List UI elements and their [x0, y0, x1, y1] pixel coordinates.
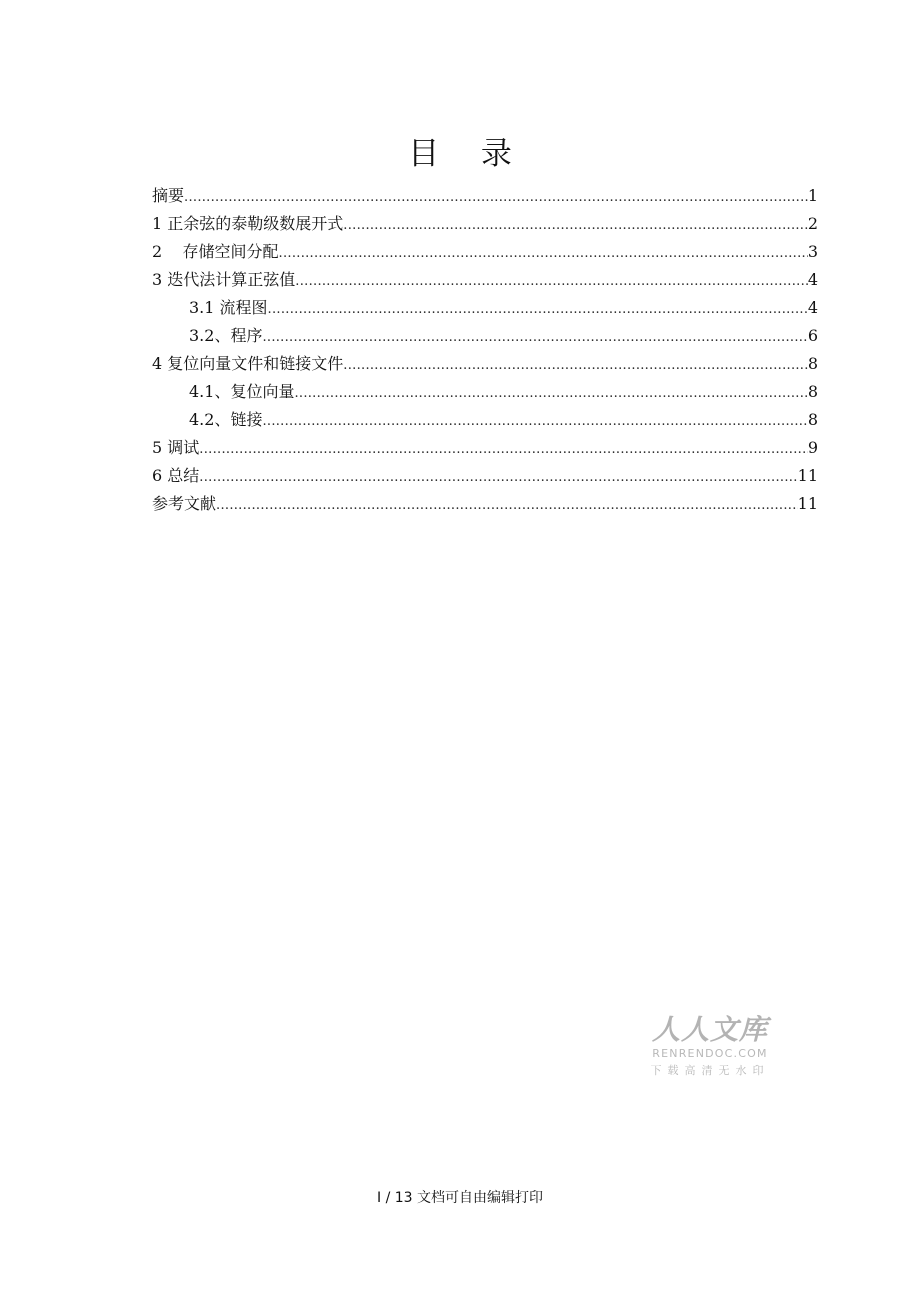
toc-entry-page: 2: [807, 214, 818, 233]
toc-entry-page: 8: [807, 354, 818, 373]
toc-leader-dots: [279, 238, 808, 268]
page-title: 目 录: [408, 136, 528, 172]
toc-entry-label: 3.1 流程图: [189, 298, 268, 317]
toc-leader-dots: [184, 182, 808, 212]
toc-entry[interactable]: [152, 294, 818, 322]
toc-entry-label: 参考文献: [152, 494, 217, 513]
watermark-tagline: 下载高清无水印: [650, 1064, 770, 1077]
toc-entry-page: 1: [807, 186, 818, 205]
toc-leader-dots: [268, 294, 808, 324]
toc-entry[interactable]: [152, 238, 818, 266]
toc-entry-page: 8: [807, 410, 818, 429]
toc-entry-label: 4.1、复位向量: [189, 382, 295, 401]
toc-entry-label: 4.2、链接: [189, 410, 263, 429]
toc-entry[interactable]: [152, 266, 818, 294]
toc-entry[interactable]: [152, 210, 818, 238]
toc-entry-page: 8: [807, 382, 818, 401]
toc-entry[interactable]: [152, 350, 818, 378]
toc-entry-label: 2 存储空间分配: [152, 242, 279, 261]
toc-entry[interactable]: [152, 406, 818, 434]
toc-leader-dots: [262, 406, 807, 436]
toc-leader-dots: [343, 350, 808, 380]
page-footer: I / 13 文档可自由编辑打印: [376, 1190, 543, 1206]
toc-entry[interactable]: [152, 434, 818, 462]
toc-leader-dots: [343, 210, 808, 240]
toc-leader-dots: [294, 378, 807, 408]
toc-entry-page: 4: [807, 270, 818, 289]
toc-entry-page: 9: [807, 438, 818, 457]
toc-entry[interactable]: [152, 322, 818, 350]
toc-leader-dots: [199, 462, 797, 492]
watermark-domain: RENRENDOC.COM: [652, 1047, 768, 1060]
toc-entry-page: 6: [807, 326, 818, 345]
toc-entry-page: 11: [797, 494, 818, 513]
toc-entry-label: 5 调试: [152, 438, 200, 457]
toc-entry-label: 摘要: [152, 186, 185, 205]
toc-entry-label: 3.2、程序: [189, 326, 263, 345]
toc-entry-page: 4: [807, 298, 818, 317]
toc-entry[interactable]: [152, 182, 818, 210]
toc-entry-label: 4 复位向量文件和链接文件: [152, 354, 344, 373]
toc-entry[interactable]: [152, 378, 818, 406]
toc-entry[interactable]: [152, 490, 818, 518]
toc-leader-dots: [262, 322, 807, 352]
watermark-logo: [646, 1013, 774, 1079]
toc-entry-page: 11: [797, 466, 818, 485]
toc-leader-dots: [199, 434, 808, 464]
toc-leader-dots: [295, 266, 808, 296]
toc-entry-label: 3 迭代法计算正弦值: [152, 270, 296, 289]
toc-entry[interactable]: [152, 462, 818, 490]
toc-entry-label: 1 正余弦的泰勒级数展开式: [152, 214, 344, 233]
watermark-brand: 人人文库: [651, 1013, 768, 1046]
toc-entry-label: 6 总结: [152, 466, 200, 485]
table-of-contents: [152, 182, 818, 518]
toc-leader-dots: [216, 490, 798, 520]
toc-entry-page: 3: [807, 242, 818, 261]
